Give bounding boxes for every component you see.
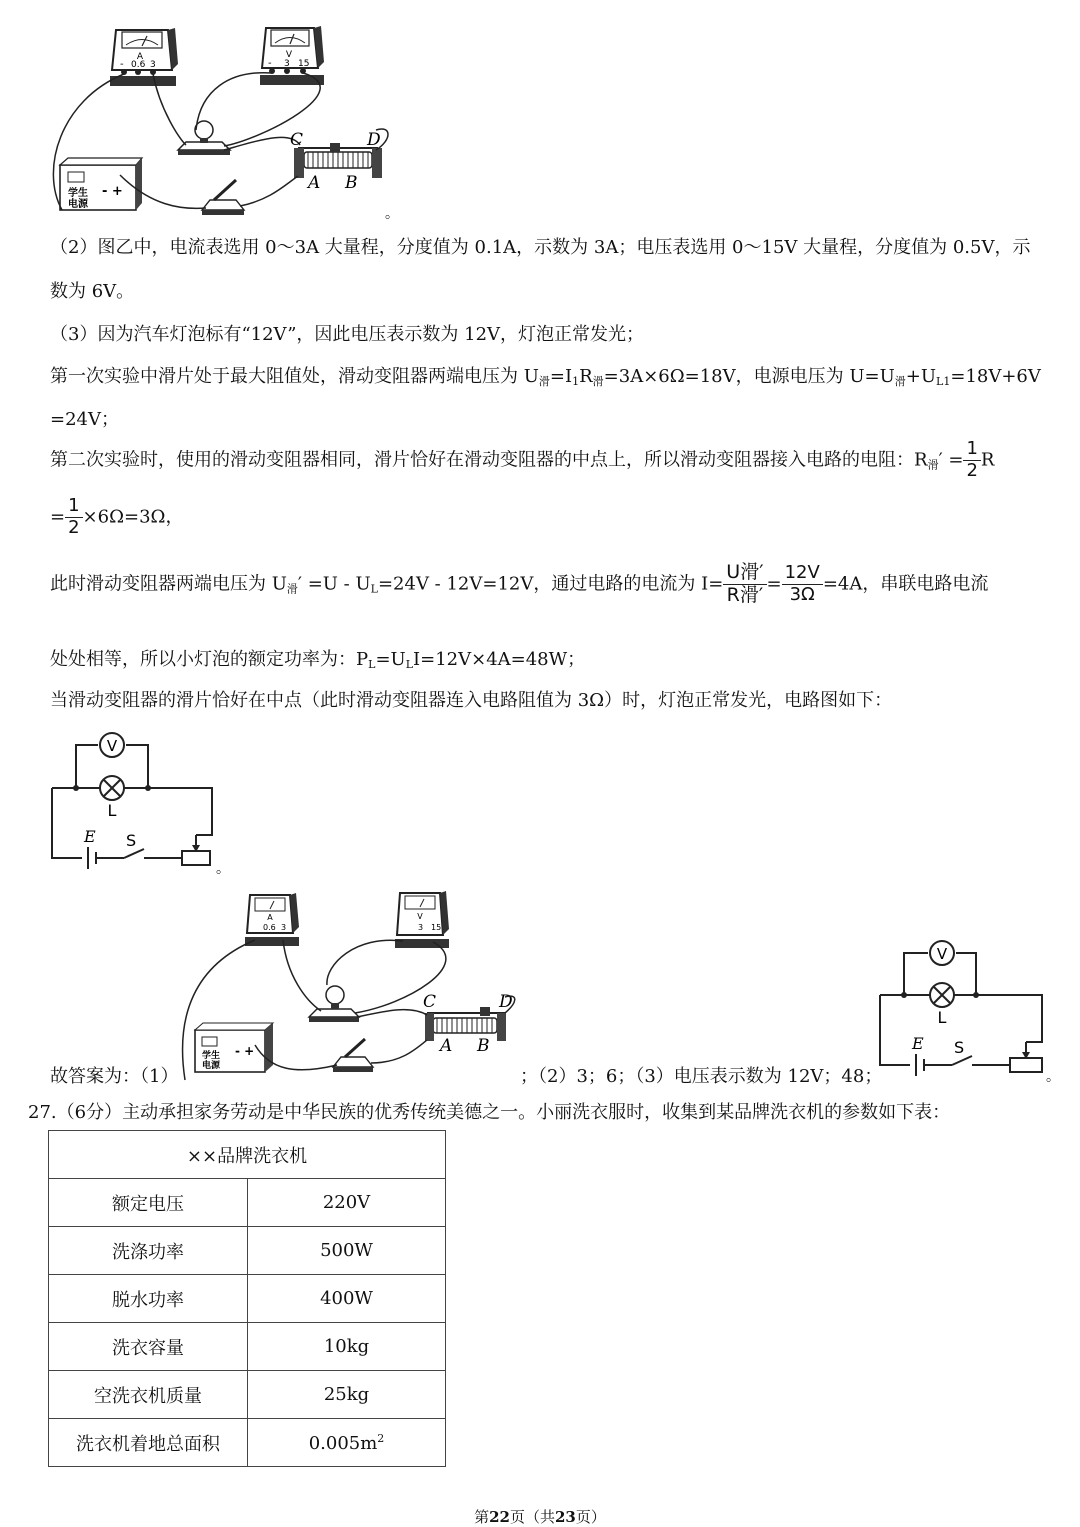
ammeter-label: A bbox=[136, 52, 144, 62]
answer-supply-terminals: - + bbox=[235, 1044, 255, 1058]
ammeter-terminal-06: 0.6 bbox=[131, 60, 146, 70]
voltmeter-label: V bbox=[285, 50, 293, 60]
para2-line2: 数为 6V。 bbox=[50, 281, 135, 302]
third-d: = bbox=[766, 573, 782, 595]
first-sub-slide: 滑 bbox=[538, 375, 550, 388]
answer-supply-label-1: 学生 bbox=[202, 1051, 221, 1061]
answer-voltmeter-t2: 15 bbox=[431, 923, 442, 932]
table-row bbox=[49, 1419, 446, 1467]
current-frac-den: R滑′ bbox=[726, 583, 764, 606]
page-footer bbox=[0, 1506, 1080, 1527]
rheostat-label-d: D bbox=[367, 130, 381, 150]
footer-total: 23 bbox=[555, 1508, 576, 1526]
third-sub-l: L bbox=[370, 582, 378, 596]
answer-ammeter-icon bbox=[245, 893, 299, 946]
para3-fourth-line bbox=[50, 645, 585, 671]
first-f: =18V+6V bbox=[950, 366, 1041, 387]
para3-fifth-line: 当滑动变阻器的滑片恰好在中点（此时滑动变阻器连入电路阻值为 3Ω）时，灯泡正常发光，电路图如下： bbox=[50, 690, 893, 711]
area-value: 0.005m bbox=[308, 1432, 378, 1454]
answer-voltmeter-t1: 3 bbox=[418, 923, 424, 932]
para3-first-line2: =24V； bbox=[50, 409, 119, 430]
figure-end-mark: 。 bbox=[385, 206, 399, 222]
answer-ammeter-t1: 0.6 bbox=[263, 923, 276, 932]
circuit-s-label: S bbox=[126, 831, 137, 850]
first-sub-slide-3: 滑 bbox=[894, 375, 906, 388]
circuit-diagram bbox=[40, 725, 240, 875]
answer-ammeter-t2: 3 bbox=[281, 923, 287, 932]
supply-label-2: 电源 bbox=[68, 199, 88, 210]
second-a: 第二次实验时，使用的滑动变阻器相同，滑片恰好在滑动变阻器的中点上，所以滑动变阻器接入电路的电阻：R bbox=[50, 449, 928, 471]
first-sub-1: 1 bbox=[572, 375, 580, 388]
answer-prefix: 故答案为：（1） bbox=[50, 1066, 179, 1087]
second-b: R bbox=[980, 449, 995, 471]
footer-c: 页） bbox=[575, 1508, 606, 1526]
row-label: 额定电压 bbox=[49, 1179, 248, 1227]
washing-machine-table bbox=[48, 1130, 446, 1467]
answer-middle: ；（2）3；6；（3）电压表示数为 12V；48； bbox=[520, 1066, 883, 1087]
row-value: 500W bbox=[248, 1227, 446, 1275]
half-den: 2 bbox=[966, 459, 978, 481]
half-fraction-2 bbox=[65, 497, 82, 538]
voltmeter-terminal-15: 15 bbox=[298, 59, 310, 69]
answer-rheostat-c: C bbox=[423, 992, 437, 1012]
area-sup: 2 bbox=[377, 1431, 385, 1445]
second-sub-slide: 滑 bbox=[927, 458, 939, 472]
ammeter-icon bbox=[110, 28, 178, 86]
para3-first-line bbox=[50, 362, 1041, 389]
ammeter-terminal-neg: - bbox=[120, 59, 124, 70]
row-label: 洗衣容量 bbox=[49, 1323, 248, 1371]
circuit-e-label: E bbox=[84, 827, 96, 846]
answer-supply-icon bbox=[195, 1023, 273, 1072]
third-a: 此时滑动变阻器两端电压为 U bbox=[50, 573, 287, 595]
answer-circuit-l: L bbox=[937, 1008, 947, 1027]
footer-a: 第 bbox=[474, 1508, 490, 1526]
answer-rheostat-a: A bbox=[440, 1036, 453, 1056]
table-header-row bbox=[49, 1131, 446, 1179]
table-title: ××品牌洗衣机 bbox=[49, 1131, 446, 1179]
voltmeter-terminal-neg: - bbox=[268, 58, 272, 69]
row-value: 25kg bbox=[248, 1371, 446, 1419]
para3-third-line bbox=[50, 563, 988, 606]
half-num: 1 bbox=[963, 440, 980, 461]
value-frac-den: 3Ω bbox=[789, 583, 815, 605]
answer-voltmeter-icon bbox=[395, 891, 449, 948]
row-label: 洗衣机着地总面积 bbox=[49, 1419, 248, 1467]
voltmeter-terminal-3: 3 bbox=[284, 59, 290, 69]
row-value: 400W bbox=[248, 1275, 446, 1323]
answer-voltmeter-label: V bbox=[417, 912, 423, 921]
supply-terminals: - + bbox=[102, 184, 123, 199]
para3-line1: （3）因为汽车灯泡标有“12V”，因此电压表示数为 12V，灯泡正常发光； bbox=[50, 324, 645, 345]
half-num-2: 1 bbox=[65, 497, 82, 518]
answer-rheostat-icon bbox=[423, 992, 513, 1056]
third-c: =24V - 12V=12V，通过电路的电流为 I= bbox=[377, 573, 724, 595]
row-label: 脱水功率 bbox=[49, 1275, 248, 1323]
para3-second-line bbox=[50, 440, 994, 481]
rheostat-label-b: B bbox=[345, 173, 358, 193]
para2-line1: （2）图乙中，电流表选用 0～3A 大量程，分度值为 0.1A，示数为 3A；电压表选用 0～15V 大量程，分度值为 0.5V，示 bbox=[50, 237, 1031, 258]
table-row bbox=[49, 1179, 446, 1227]
rheostat-label-c: C bbox=[290, 130, 304, 150]
answer-ammeter-label: A bbox=[267, 913, 273, 922]
answer-rheostat-b: B bbox=[477, 1036, 490, 1056]
answer-switch-icon bbox=[333, 1039, 373, 1072]
row-value: 220V bbox=[248, 1179, 446, 1227]
fourth-sub-l-2: L bbox=[405, 658, 414, 671]
row-label: 洗涤功率 bbox=[49, 1227, 248, 1275]
third-sub-slide: 滑 bbox=[286, 582, 298, 596]
answer-end-mark: 。 bbox=[1046, 1069, 1060, 1085]
apparatus-figure-answer bbox=[175, 885, 525, 1085]
row-value: 10kg bbox=[248, 1323, 446, 1371]
fourth-b: =U bbox=[375, 649, 406, 670]
half-den-2: 2 bbox=[68, 516, 80, 538]
table-row bbox=[49, 1323, 446, 1371]
first-sub-slide-2: 滑 bbox=[592, 375, 604, 388]
fourth-c: I=12V×4A=48W； bbox=[413, 649, 586, 670]
rheostat-label-a: A bbox=[308, 173, 321, 193]
table-row bbox=[49, 1275, 446, 1323]
supply-label-1: 学生 bbox=[68, 188, 88, 199]
value-fraction bbox=[782, 564, 823, 605]
fourth-sub-l: L bbox=[368, 658, 376, 671]
table-row bbox=[49, 1227, 446, 1275]
first-e: +U bbox=[905, 366, 937, 387]
current-frac-num: U滑′ bbox=[723, 563, 766, 585]
q27-text: 27.（6分）主动承担家务劳动是中华民族的优秀传统美德之一。小丽洗衣服时，收集到某品牌洗衣机的参数如下表： bbox=[28, 1102, 951, 1123]
third-b: ′ =U - U bbox=[297, 573, 371, 595]
footer-b: 页（共 bbox=[509, 1508, 555, 1526]
table-row bbox=[49, 1371, 446, 1419]
row-value-area bbox=[248, 1419, 446, 1467]
answer-circuit-v: V bbox=[936, 945, 948, 963]
footer-page: 22 bbox=[489, 1508, 510, 1526]
fourth-a: 处处相等，所以小灯泡的额定功率为：P bbox=[50, 649, 369, 670]
first-b: =I bbox=[549, 366, 573, 387]
ammeter-terminal-3: 3 bbox=[150, 60, 156, 70]
second-line2-a: = bbox=[50, 506, 66, 528]
para3-second-line2 bbox=[50, 497, 183, 538]
answer-rheostat-d: D bbox=[499, 992, 513, 1012]
answer-circuit-diagram bbox=[870, 935, 1060, 1085]
answer-circuit-e: E bbox=[912, 1034, 924, 1053]
circuit-v-label: V bbox=[106, 737, 118, 755]
answer-supply-label-2: 电源 bbox=[202, 1061, 221, 1071]
first-c: R bbox=[579, 366, 593, 387]
second-prime: ′ = bbox=[938, 449, 964, 471]
answer-lamp-icon bbox=[309, 986, 359, 1022]
third-e: =4A，串联电路电流 bbox=[822, 573, 989, 595]
first-d: =3A×6Ω=18V，电源电压为 U=U bbox=[603, 366, 895, 387]
second-line2-b: ×6Ω=3Ω， bbox=[82, 506, 184, 528]
current-fraction bbox=[723, 563, 766, 606]
first-a: 第一次实验中滑片处于最大阻值处，滑动变阻器两端电压为 U bbox=[50, 366, 539, 387]
switch-icon bbox=[202, 180, 244, 215]
row-label: 空洗衣机质量 bbox=[49, 1371, 248, 1419]
value-frac-num: 12V bbox=[782, 564, 823, 585]
apparatus-figure-top bbox=[0, 0, 420, 225]
first-sub-l1: L1 bbox=[936, 375, 951, 388]
circuit-end-mark: 。 bbox=[216, 861, 230, 877]
lamp-icon bbox=[178, 121, 230, 155]
answer-circuit-s: S bbox=[954, 1038, 965, 1057]
half-fraction bbox=[963, 440, 980, 481]
circuit-l-label: L bbox=[107, 801, 117, 820]
